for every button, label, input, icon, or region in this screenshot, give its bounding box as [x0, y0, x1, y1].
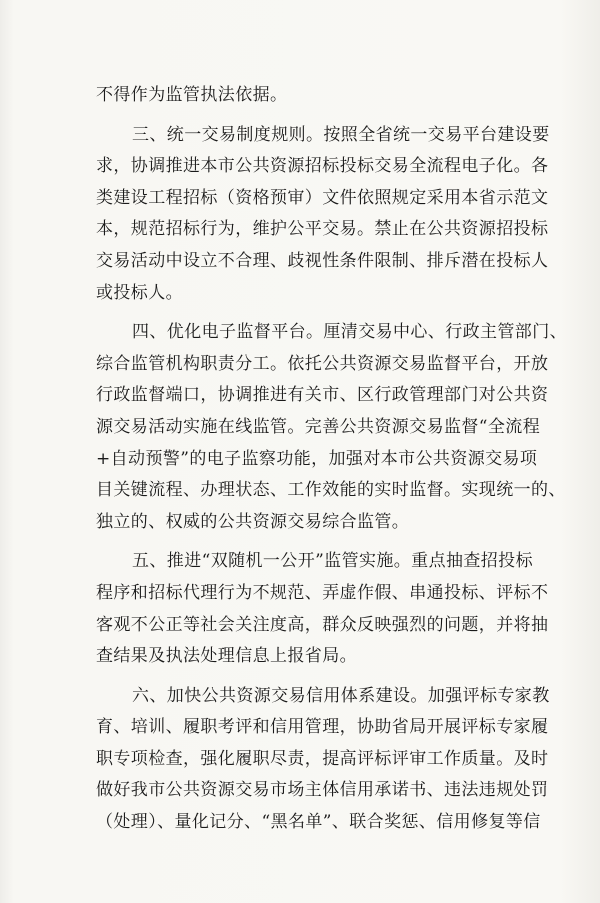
text-line: 四、优化电子监督平台。厘清交易中心、行政主管部门、	[132, 322, 567, 343]
paragraph-unify-trading-rules	[96, 120, 550, 310]
text-line: 程序和招标代理行为不规范、弄虚作假、串通投标、评标不	[96, 582, 549, 603]
text-line: 不得作为监管执法依据。	[96, 85, 288, 105]
text-line: 交易活动中设立不合理、歧视性条件限制、排斥潜在投标人	[96, 250, 549, 271]
text-line: （处理）、量化记分、“黑名单”、联合奖惩、信用修复等信	[96, 812, 541, 833]
document-body	[96, 80, 567, 839]
paragraph-electronic-supervision	[96, 317, 567, 538]
text-line: 六、加快公共资源交易信用体系建设。加强评标专家教	[132, 685, 550, 706]
text-line: 求，协调推进本市公共资源招标投标交易全流程电子化。各	[96, 156, 549, 177]
text-line: +自动预警”的电子监察功能，加强对本市公共资源交易项	[96, 448, 538, 469]
text-line: 三、统一交易制度规则。按照全省统一交易平台建设要	[132, 124, 550, 145]
text-line: 类建设工程招标（资格预审）文件依照规定采用本省示范文	[96, 187, 549, 208]
text-line: 或投标人。	[96, 282, 183, 303]
text-line: 五、推进“双随机一公开”监管实施。重点抽查招投标	[132, 551, 533, 572]
text-line: 查结果及执法处理信息上报省局。	[96, 646, 357, 667]
text-line: 育、培训、履职考评和信用管理，协助省局开展评标专家履	[96, 717, 549, 738]
paragraph-double-random	[96, 546, 549, 672]
text-line: 本，规范招标行为，维护公平交易。禁止在公共资源招投标	[96, 219, 549, 240]
text-line: 客观不公正等社会关注度高，群众反映强烈的问题，并将抽	[96, 614, 549, 635]
text-line: 源交易活动实施在线监管。完善公共资源交易监督“全流程	[96, 416, 541, 437]
text-line: 职专项检查，强化履职尽责，提高评标评审工作质量。及时	[96, 748, 549, 769]
text-line: 行政监督端口，协调推进有关市、区行政管理部门对公共资	[96, 385, 549, 406]
paragraph-continuation	[96, 80, 526, 112]
text-line: 目关键流程、办理状态、工作效能的实时监督。实现统一的、	[96, 480, 566, 501]
text-line: 独立的、权威的公共资源交易综合监管。	[96, 511, 410, 532]
text-line: 综合监管机构职责分工。依托公共资源交易监督平台，开放	[96, 353, 549, 374]
text-line: 做好我市公共资源交易市场主体信用承诺书、违法违规处罚	[96, 780, 549, 801]
paragraph-credit-system	[96, 681, 550, 839]
